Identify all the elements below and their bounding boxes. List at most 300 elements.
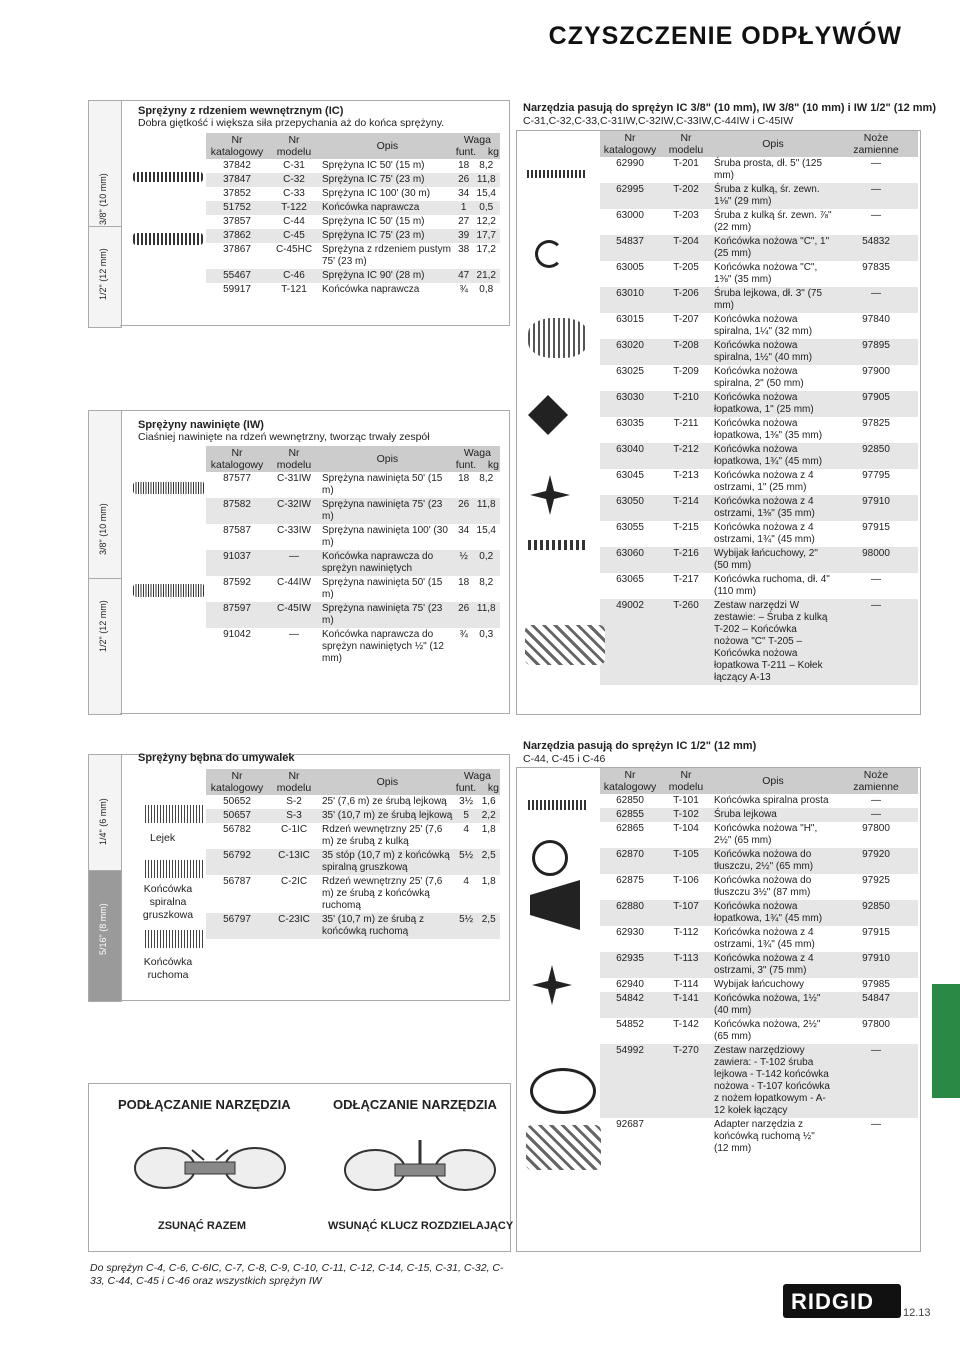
col-nr-kat: Nr katalogowy xyxy=(600,768,660,794)
table-cell: 98000 xyxy=(862,548,890,559)
iw-band-divider xyxy=(88,578,121,579)
table-row xyxy=(206,550,500,576)
table-cell: 62935 xyxy=(616,953,644,964)
table-cell: Śruba lejkowa, dł. 3" (75 mm) xyxy=(714,288,823,311)
table-row xyxy=(600,808,918,822)
drum-spring-image-3 xyxy=(145,930,205,948)
table-cell: T-209 xyxy=(673,366,699,377)
table-cell: T-214 xyxy=(673,496,699,507)
connect-caption-right: WSUNĄĆ KLUCZ ROZDZIELAJĄCY xyxy=(328,1220,514,1232)
col-noze: Noże zamienne xyxy=(834,131,918,157)
table-cell: Końcówka naprawcza do sprężyn nawiniętych xyxy=(322,551,434,574)
table-cell: Końcówka nożowa z 4 ostrzami, 1¾" (45 mm) xyxy=(714,927,815,950)
table-cell: C-32IW xyxy=(277,499,311,510)
iw-top-rule xyxy=(120,410,510,411)
ic-band2-label: 1/2" (12 mm) xyxy=(98,248,108,300)
drum-spring-image-1 xyxy=(145,805,205,823)
table-cell: — xyxy=(871,795,881,806)
table-cell: 17,7 xyxy=(476,230,496,241)
table-cell: ¾ xyxy=(459,629,468,640)
table-row xyxy=(206,472,500,498)
table-cell: Wybijak łańcuchowy, 2" (50 mm) xyxy=(714,548,818,571)
table-cell: 97800 xyxy=(862,823,890,834)
table-cell: C-2IC xyxy=(280,876,308,887)
drum-spring-image-2 xyxy=(145,860,205,878)
iw-bottom-rule xyxy=(120,713,510,714)
table-cell: T-211 xyxy=(673,418,699,429)
iw-band2-label: 1/2" (12 mm) xyxy=(98,600,108,652)
table-cell: 18 xyxy=(458,577,470,588)
table-cell: T-112 xyxy=(673,927,699,938)
table-cell: C-1IC xyxy=(280,824,308,835)
table-cell: 63010 xyxy=(616,288,644,299)
col-opis: Opis xyxy=(320,446,455,472)
table-cell: Zestaw narzędziowy zawiera: - T-102 śruba lejkowa - T-142 końcówka nożowa - T-107 końcówka z nożem łopatkowym - A-12 kołek łączący xyxy=(714,1045,830,1116)
table-cell: T-104 xyxy=(673,823,699,834)
drum-band1-label: 1/4" (6 mm) xyxy=(98,798,108,845)
table-cell: Końcówka ruchoma, dł. 4" (110 mm) xyxy=(714,574,830,597)
table-cell: Sprężyna IC 90' (28 m) xyxy=(322,270,425,281)
table-cell: 62875 xyxy=(616,875,644,886)
table-row xyxy=(206,524,500,550)
table-cell: Rdzeń wewnętrzny 25' (7,6 m) ze śrubą z końcówką ruchomą xyxy=(322,876,443,911)
table-cell: 63030 xyxy=(616,392,644,403)
tool-image-spiral xyxy=(528,318,588,358)
table-cell: 54992 xyxy=(616,1045,644,1056)
table-cell: T-202 xyxy=(673,184,699,195)
table-cell: T-102 xyxy=(673,809,699,820)
table-row xyxy=(600,794,918,808)
table-cell: 8,2 xyxy=(479,473,494,484)
table-cell: T-208 xyxy=(673,340,699,351)
table-cell: 97920 xyxy=(862,849,890,860)
table-cell: — xyxy=(871,158,881,169)
table-cell: 1 xyxy=(460,202,467,213)
table-cell: T-105 xyxy=(673,849,699,860)
table-row xyxy=(600,469,918,495)
table-cell xyxy=(660,1118,712,1156)
table-cell: 37842 xyxy=(223,160,251,171)
table-cell: — xyxy=(289,551,299,562)
table-cell: 87577 xyxy=(223,473,251,484)
connect-title-right: ODŁĄCZANIE NARZĘDZIA xyxy=(333,1097,497,1112)
table-row xyxy=(600,1044,918,1118)
table-cell: T-204 xyxy=(673,236,699,247)
table-cell: 54832 xyxy=(862,236,890,247)
table-cell: Końcówka nożowa łopatkowa, 1¾" (45 mm) xyxy=(714,901,823,924)
drum-table xyxy=(206,769,500,939)
table-cell: C-45 xyxy=(283,230,305,241)
table-cell: 97985 xyxy=(862,979,890,990)
table-cell: T-113 xyxy=(673,953,699,964)
table-row xyxy=(600,978,918,992)
table-cell: 87587 xyxy=(223,525,251,536)
table-row xyxy=(206,602,500,628)
table-cell: 97835 xyxy=(862,262,890,273)
col-opis: Opis xyxy=(320,769,455,795)
table-cell: Sprężyna IC 50' (15 m) xyxy=(322,160,425,171)
table-row xyxy=(206,628,500,666)
table-row xyxy=(206,229,500,243)
table-row xyxy=(206,576,500,602)
table-cell: Końcówka nożowa z 4 ostrzami, 1" (25 mm) xyxy=(714,470,814,493)
tool-image-chain xyxy=(528,540,588,550)
col-nr-kat: Nr katalogowy xyxy=(206,769,268,795)
table-row xyxy=(600,287,918,313)
table-cell: 63015 xyxy=(616,314,644,325)
table-cell: T-122 xyxy=(281,202,307,213)
iw-table xyxy=(206,446,500,666)
iw-spring-image-12 xyxy=(133,584,205,597)
table-cell: 18 xyxy=(458,473,470,484)
table-row xyxy=(600,599,918,685)
table-cell: Końcówka nożowa z 4 ostrzami, 1¾" (45 mm) xyxy=(714,522,815,545)
table-cell: 97840 xyxy=(862,314,890,325)
table-cell: Końcówka naprawcza xyxy=(322,202,420,213)
table-cell: 11,8 xyxy=(476,499,496,510)
table-cell: 62995 xyxy=(616,184,644,195)
table-cell: T-142 xyxy=(673,1019,699,1030)
table-cell: 34 xyxy=(458,188,470,199)
table-cell: 91042 xyxy=(223,629,251,640)
table-cell: 56797 xyxy=(223,914,251,925)
table-cell: Końcówka nożowa do tłuszczu 3½" (87 mm) xyxy=(714,875,812,898)
table-cell: 62940 xyxy=(616,979,644,990)
table-cell: 63045 xyxy=(616,470,644,481)
table-cell: C-45IW xyxy=(277,603,311,614)
table-cell: Końcówka naprawcza xyxy=(322,284,420,295)
table-cell: — xyxy=(289,629,299,640)
col-nr-mod: Nr modelu xyxy=(268,133,320,159)
table-cell: Śruba z kulką śr. zewn. ⅞" (22 mm) xyxy=(714,210,832,233)
table-cell: C-31IW xyxy=(277,473,311,484)
ic-subtitle: Dobra giętkość i większa siła przepychania aż do końca sprężyny. xyxy=(138,117,445,129)
table-cell: T-207 xyxy=(673,314,699,325)
table-cell: Końcówka nożowa z 4 ostrzami, 3" (75 mm) xyxy=(714,953,814,976)
table-cell: 12,2 xyxy=(476,216,496,227)
table-cell: 62850 xyxy=(616,795,644,806)
table-cell: Sprężyna nawinięta 50' (15 m) xyxy=(322,473,443,496)
table-cell: T-201 xyxy=(673,158,699,169)
table-cell: 35' (10,7 m) ze śrubą lejkową xyxy=(322,810,453,821)
table-cell: 92850 xyxy=(862,444,890,455)
table-cell: 50657 xyxy=(223,810,251,821)
table-row xyxy=(206,173,500,187)
table-cell: 15,4 xyxy=(476,525,496,536)
tool-image-screw xyxy=(527,170,587,178)
table-cell: C-44 xyxy=(283,216,305,227)
table-cell: 97915 xyxy=(862,927,890,938)
table-cell: C-44IW xyxy=(277,577,311,588)
table-cell: 51752 xyxy=(223,202,251,213)
table-cell: Sprężyna nawinięta 75' (23 m) xyxy=(322,603,443,626)
table-cell: 18 xyxy=(458,160,470,171)
table-cell: 54842 xyxy=(616,993,644,1004)
table-cell: 0,2 xyxy=(479,551,494,562)
table-cell: 63025 xyxy=(616,366,644,377)
table-row xyxy=(600,573,918,599)
table-cell: 2,5 xyxy=(481,914,496,925)
table-row xyxy=(600,848,918,874)
table-row xyxy=(206,201,500,215)
table-row xyxy=(600,952,918,978)
table-cell: 54837 xyxy=(616,236,644,247)
ic-right-rule xyxy=(509,100,510,326)
table-cell: — xyxy=(871,809,881,820)
table-cell: Końcówka naprawcza do sprężyn nawiniętych ½" (12 mm) xyxy=(322,629,444,664)
tool2-image-h-cutter xyxy=(532,840,568,876)
table-cell: 56787 xyxy=(223,876,251,887)
table-cell: 97925 xyxy=(862,875,890,886)
tool2-image-spiral xyxy=(528,800,588,810)
tools2-table xyxy=(600,768,918,1156)
table-cell: Końcówka nożowa, 2½" (65 mm) xyxy=(714,1019,821,1042)
connect-caption-left: ZSUNĄĆ RAZEM xyxy=(158,1220,246,1232)
table-cell: 15,4 xyxy=(476,188,496,199)
table-cell: Końcówka nożowa spiralna, 1½" (40 mm) xyxy=(714,340,813,363)
ridgid-logo-text: RIDGID xyxy=(791,1289,874,1314)
table-cell: 63060 xyxy=(616,548,644,559)
ic-title: Sprężyny z rdzeniem wewnętrznym (IC) xyxy=(138,105,344,117)
table-cell: 37867 xyxy=(223,244,251,255)
table-cell: C-33 xyxy=(283,188,305,199)
table-cell: 56792 xyxy=(223,850,251,861)
table-cell: ½ xyxy=(459,551,468,562)
drum-band2-label: 5/16" (8 mm) xyxy=(98,903,108,955)
table-row xyxy=(600,391,918,417)
table-row xyxy=(600,339,918,365)
col-waga: Waga funt. kg xyxy=(455,447,499,471)
table-cell: 54852 xyxy=(616,1019,644,1030)
table-cell: 8,2 xyxy=(479,160,494,171)
table-row xyxy=(206,849,500,875)
table-row xyxy=(600,235,918,261)
ic-spring-image-38 xyxy=(133,172,203,182)
table-cell: 63055 xyxy=(616,522,644,533)
drum-title: Sprężyny bębna do umywalek xyxy=(138,752,295,764)
table-cell: 63020 xyxy=(616,340,644,351)
table-row xyxy=(600,495,918,521)
tools1-table xyxy=(600,131,918,685)
table-cell: — xyxy=(871,600,881,611)
col-nr-kat: Nr katalogowy xyxy=(206,446,268,472)
ic-band1-label: 3/8" (10 mm) xyxy=(98,173,108,225)
table-row xyxy=(206,809,500,823)
table-cell: 92850 xyxy=(862,901,890,912)
table-row xyxy=(206,159,500,173)
iw-title: Sprężyny nawinięte (IW) xyxy=(138,419,264,431)
table-row xyxy=(206,913,500,939)
table-row xyxy=(206,283,500,297)
table-cell: T-210 xyxy=(673,392,699,403)
iw-band1-label: 3/8" (10 mm) xyxy=(98,503,108,555)
table-cell: 63000 xyxy=(616,210,644,221)
table-cell: 1,6 xyxy=(481,796,496,807)
table-cell: 26 xyxy=(458,603,470,614)
table-cell: 59917 xyxy=(223,284,251,295)
table-cell: 1,8 xyxy=(481,824,496,835)
table-cell: Końcówka nożowa łopatkowa, 1" (25 mm) xyxy=(714,392,814,415)
col-opis: Opis xyxy=(712,768,834,794)
table-cell: 62865 xyxy=(616,823,644,834)
table-cell: 62880 xyxy=(616,901,644,912)
table-cell: 97800 xyxy=(862,1019,890,1030)
table-cell: — xyxy=(871,1119,881,1130)
table-cell: 87592 xyxy=(223,577,251,588)
table-cell: T-141 xyxy=(673,993,699,1004)
drum-bottom-rule xyxy=(120,1000,510,1001)
table-cell: Końcówka nożowa spiralna, 2" (50 mm) xyxy=(714,366,804,389)
table-cell: C-46 xyxy=(283,270,305,281)
table-cell: S-2 xyxy=(286,796,302,807)
table-cell: Śruba z kulką, śr. zewn. 1⅛" (29 mm) xyxy=(714,184,820,207)
table-cell: Końcówka spiralna prosta xyxy=(714,795,829,806)
table-cell: — xyxy=(871,288,881,299)
col-nr-mod: Nr modelu xyxy=(268,769,320,795)
table-cell: Sprężyna nawinięta 100' (30 m) xyxy=(322,525,448,548)
table-cell: T-215 xyxy=(673,522,699,533)
table-cell: 55467 xyxy=(223,270,251,281)
table-cell: T-206 xyxy=(673,288,699,299)
table-cell: 1,8 xyxy=(481,876,496,887)
table-cell: Wybijak łańcuchowy xyxy=(714,979,804,990)
col-nr-mod: Nr modelu xyxy=(660,131,712,157)
table-cell: 21,2 xyxy=(476,270,496,281)
table-cell: 63035 xyxy=(616,418,644,429)
table-cell: C-32 xyxy=(283,174,305,185)
drum-label-ruchoma: Końcówka ruchoma xyxy=(143,956,193,981)
table-cell: 0,5 xyxy=(479,202,494,213)
table-cell: 26 xyxy=(458,174,470,185)
table-cell: 37862 xyxy=(223,230,251,241)
table-cell: Końcówka nożowa, 1½" (40 mm) xyxy=(714,993,821,1016)
table-cell: 4 xyxy=(463,824,469,835)
iw-right-rule xyxy=(509,410,510,714)
table-cell: 37847 xyxy=(223,174,251,185)
page-number: 12.13 xyxy=(903,1307,931,1319)
table-cell: Końcówka nożowa łopatkowa, 1⅜" (35 mm) xyxy=(714,418,823,441)
col-nr-kat: Nr katalogowy xyxy=(600,131,660,157)
table-cell: T-213 xyxy=(673,470,699,481)
table-cell: 49002 xyxy=(616,600,644,611)
col-waga: Waga funt. kg xyxy=(455,134,499,158)
table-cell: T-217 xyxy=(673,574,699,585)
table-cell: 3½ xyxy=(459,796,474,807)
table-row xyxy=(600,992,918,1018)
table-row xyxy=(600,1018,918,1044)
table-cell: C-13IC xyxy=(278,850,310,861)
table-cell: 63005 xyxy=(616,262,644,273)
table-cell: C-45HC xyxy=(275,244,313,255)
table-cell: 35 stóp (10,7 m) z końcówką spiralną gruszkową xyxy=(322,850,450,873)
table-cell: Sprężyna nawinięta 75' (23 m) xyxy=(322,499,443,522)
table-cell: T-270 xyxy=(673,1045,699,1056)
table-cell: Śruba prosta, dł. 5" (125 mm) xyxy=(714,158,823,181)
table-cell: 97910 xyxy=(862,496,890,507)
table-cell: T-260 xyxy=(673,600,699,611)
table-cell: Końcówka nożowa z 4 ostrzami, 1⅜" (35 mm) xyxy=(714,496,815,519)
table-cell: 38 xyxy=(458,244,470,255)
connect-title-left: PODŁĄCZANIE NARZĘDZIA xyxy=(118,1097,291,1112)
table-cell: 62930 xyxy=(616,927,644,938)
table-cell: Końcówka nożowa "H", 2½" (65 mm) xyxy=(714,823,818,846)
table-row xyxy=(600,183,918,209)
col-nr-mod: Nr modelu xyxy=(268,446,320,472)
table-row xyxy=(600,209,918,235)
tools1-subtitle: C-31,C-32,C-33,C-31IW,C-32IW,C-33IW,C-44IW i C-45IW xyxy=(523,115,794,127)
table-cell: 97905 xyxy=(862,392,890,403)
table-cell: 62870 xyxy=(616,849,644,860)
col-opis: Opis xyxy=(712,131,834,157)
table-cell: 97825 xyxy=(862,418,890,429)
table-cell: Sprężyna IC 50' (15 m) xyxy=(322,216,425,227)
table-cell: Sprężyna nawinięta 50' (15 m) xyxy=(322,577,443,600)
table-row xyxy=(600,157,918,183)
table-row xyxy=(600,365,918,391)
table-cell: 91037 xyxy=(223,551,251,562)
iw-subtitle: Ciaśniej nawinięte na rdzeń wewnętrzny, tworząc trwały zespół xyxy=(138,431,430,443)
tools2-subtitle: C-44, C-45 i C-46 xyxy=(523,753,606,765)
table-cell: Sprężyna IC 75' (23 m) xyxy=(322,174,425,185)
ic-bottom-rule xyxy=(120,325,510,326)
iw-spring-image-38 xyxy=(133,482,205,494)
table-cell: 37857 xyxy=(223,216,251,227)
table-cell: — xyxy=(871,210,881,221)
table-cell: 17,2 xyxy=(476,244,496,255)
table-cell: 25' (7,6 m) ze śrubą lejkową xyxy=(322,796,447,807)
table-cell: Końcówka nożowa do tłuszczu, 2½" (65 mm) xyxy=(714,849,814,872)
table-cell: 27 xyxy=(458,216,470,227)
connect-hands-image-left xyxy=(130,1130,290,1200)
table-cell: 5½ xyxy=(459,850,474,861)
table-cell: T-107 xyxy=(673,901,699,912)
table-cell: T-203 xyxy=(673,210,699,221)
table-cell: Adapter narzędzia z końcówką ruchomą ½" (12 mm) xyxy=(714,1119,815,1154)
table-cell: 63040 xyxy=(616,444,644,455)
table-cell: 47 xyxy=(458,270,470,281)
table-cell: Końcówka nożowa "C", 1" (25 mm) xyxy=(714,236,830,259)
table-cell: Sprężyna z rdzeniem pustym 75' (23 m) xyxy=(322,244,451,267)
col-nr-kat: Nr katalogowy xyxy=(206,133,268,159)
table-cell: 39 xyxy=(458,230,470,241)
ic-table xyxy=(206,133,500,297)
table-cell: 97910 xyxy=(862,953,890,964)
tool2-image-kit xyxy=(526,1125,601,1170)
table-cell: C-31 xyxy=(283,160,305,171)
table-cell: 62990 xyxy=(616,158,644,169)
tools1-title: Narzędzia pasują do sprężyn IC 3/8" (10 mm), IW 3/8" (10 mm) i IW 1/2" (12 mm) xyxy=(523,102,936,114)
table-row xyxy=(206,875,500,913)
table-row xyxy=(600,874,918,900)
table-cell: 34 xyxy=(458,525,470,536)
table-cell: 97795 xyxy=(862,470,890,481)
ic-band-divider xyxy=(88,226,121,227)
table-cell: 5 xyxy=(463,810,469,821)
table-row xyxy=(206,215,500,229)
table-cell: Końcówka nożowa łopatkowa, 1¾" (45 mm) xyxy=(714,444,823,467)
table-cell: T-121 xyxy=(281,284,307,295)
table-cell: 0,8 xyxy=(479,284,494,295)
table-cell: 2,2 xyxy=(481,810,496,821)
tools2-title: Narzędzia pasują do sprężyn IC 1/2" (12 mm) xyxy=(523,740,757,752)
table-row xyxy=(600,926,918,952)
table-cell: T-212 xyxy=(673,444,699,455)
table-cell: 50652 xyxy=(223,796,251,807)
table-row xyxy=(206,795,500,809)
col-waga: Waga funt. kg xyxy=(455,770,499,794)
table-row xyxy=(206,243,500,269)
table-cell: T-106 xyxy=(673,875,699,886)
